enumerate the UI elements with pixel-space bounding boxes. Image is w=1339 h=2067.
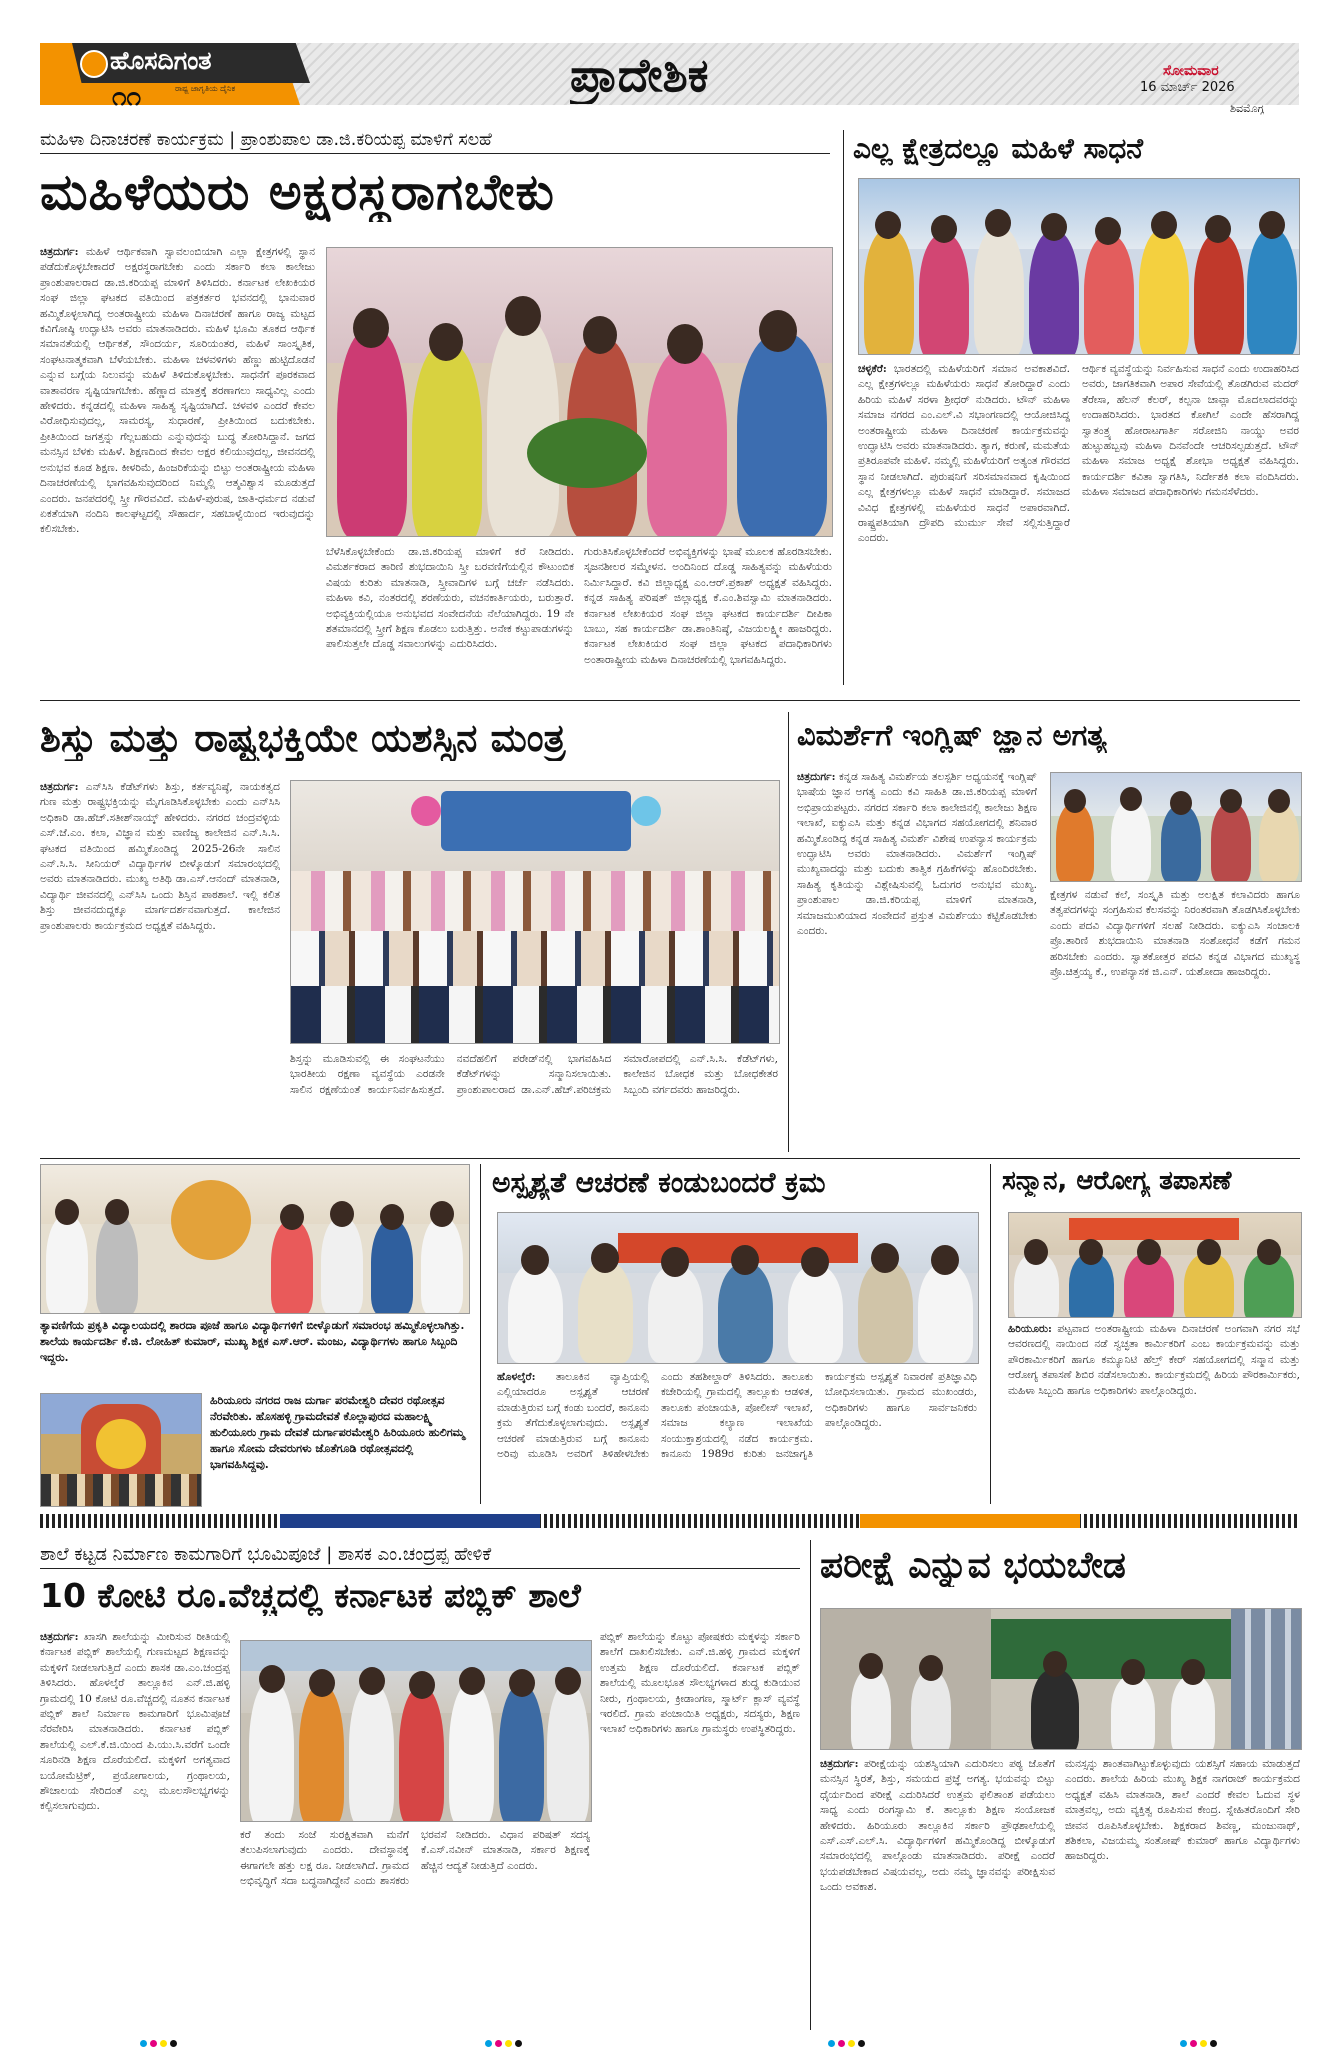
- a1-kicker: ಮಹಿಳಾ ದಿನಾಚರಣೆ ಕಾರ್ಯಕ್ರಮ | ಪ್ರಾಂಶುಪಾಲ ಡಾ.ಜಿ.ಕರಿಯಪ್ಪ ಮಾಳಿಗೆ ಸಲಹೆ: [40, 130, 492, 150]
- col-divider-mid: [788, 712, 789, 1152]
- a7-body: [497, 1370, 977, 1505]
- a8-photo: [1008, 1212, 1302, 1318]
- a1-kicker-rule: [40, 153, 830, 154]
- a4-photo: [1050, 772, 1302, 882]
- a9-dateline: ಚಿತ್ರದುರ್ಗ:: [40, 1631, 79, 1643]
- a10-headline: ಪರೀಕ್ಷೆ ಎನ್ನುವ ಭಯಬೇಡ: [820, 1545, 1126, 1586]
- a9-col1: [40, 1630, 230, 2030]
- a9-col1-text: ಖಾಸಗಿ ಶಾಲೆಯನ್ನು ಮೀರಿಸುವ ರೀತಿಯಲ್ಲಿ ಕರ್ನಾಟಕ ಪಬ್ಲಿಕ್ ಶಾಲೆಯಲ್ಲಿ ಗುಣಮಟ್ಟದ ಶಿಕ್ಷಣವನ್ನು ಮಕ್ಕಳಿಗೆ ನೀಡಲಾಗುತ್ತಿದೆ ಎಂದು ಶಾಸಕ ಡಾ.ಎಂ.ಚಂದ್ರಪ್ಪ ತಿಳಿಸಿದರು. ಹೊಳಲ್ಕೆರೆ ತಾಲ್ಲೂಕಿನ ಎನ್.ಜಿ.ಹಳ್ಳಿ ಗ್ರಾಮದಲ್ಲಿ 10 ಕೋಟಿ ರೂ.ವೆಚ್ಚದಲ್ಲಿ ನೂತನ ಕರ್ನಾಟಕ ಪಬ್ಲಿಕ್ ಶಾಲೆ ನಿರ್ಮಾಣ ಕಾಮಗಾರಿಗೆ ಭೂಮಿಪೂಜೆ ನೆರವೇರಿಸಿ ಮಾತನಾಡಿದರು. ಕರ್ನಾಟಕ ಪಬ್ಲಿಕ್ ಶಾಲೆಯಲ್ಲಿ ಎಲ್.ಕೆ.ಜಿ.ಯಿಂದ ಪಿ.ಯು.ಸಿ.ವರೆಗೆ ಒಂದೇ ಸೂರಿನಡಿ ಶಿಕ್ಷಣ ದೊರೆಯಲಿದೆ. ಮಕ್ಕಳಿಗೆ ಅಗತ್ಯವಾದ ಬಯೋಮೆಟ್ರಿಕ್, ಪ್ರಯೋಗಾಲಯ, ಗ್ರಂಥಾಲಯ, ಶೌಚಾಲಯ ಸೇರಿದಂತೆ ಎಲ್ಲ ಮೂಲಸೌಲಭ್ಯಗಳನ್ನು ಕಲ್ಪಿಸಲಾಗುವುದು.: [40, 1631, 230, 1813]
- a1-dateline: ಚಿತ್ರದುರ್ಗ:: [40, 246, 79, 258]
- a1-col2: [326, 545, 574, 685]
- a8-dateline: ಹಿರಿಯೂರು:: [1008, 1323, 1052, 1335]
- a2-dateline: ಚಳ್ಳಕೆರೆ:: [858, 363, 887, 375]
- logo-text: ಹೊಸದಿಗಂತ: [110, 46, 212, 75]
- a9-under-photo: [240, 1828, 590, 2030]
- logo-emblem-icon: [80, 50, 108, 78]
- a9-kicker-rule: [40, 1568, 800, 1569]
- a1-col3: [584, 545, 832, 685]
- a2-col1: [858, 362, 1070, 685]
- a2-headline: ಎಲ್ಲ ಕ್ಷೇತ್ರದಲ್ಲೂ ಮಹಿಳೆ ಸಾಧನೆ: [853, 132, 1143, 165]
- a3-dateline: ಚಿತ್ರದುರ್ಗ:: [40, 781, 79, 793]
- a9-headline: 10 ಕೋಟಿ ರೂ.ವೆಚ್ಚದಲ್ಲಿ ಕರ್ನಾಟಕ ಪಬ್ಲಿಕ್ ಶಾಲೆ: [40, 1576, 581, 1615]
- a3-under-photo: [290, 1052, 778, 1150]
- a7-dateline: ಹೊಳಲ್ಕೆರೆ:: [497, 1371, 536, 1383]
- a1-photo: [326, 247, 833, 537]
- col-divider-top: [843, 130, 844, 685]
- a3-col1: [40, 780, 280, 1150]
- a10-col1-text: ಪರೀಕ್ಷೆಯನ್ನು ಯಶಸ್ವಿಯಾಗಿ ಎದುರಿಸಲು ಪಠ್ಯ ಜೊತೆಗೆ ಮನಸ್ಸಿನ ಸ್ಥಿರತೆ, ಶಿಸ್ತು, ಸಮಯದ ಪ್ರಜ್ಞೆ ಅಗತ್ಯ. ಭಯವನ್ನು ಬಿಟ್ಟು ಧೈರ್ಯದಿಂದ ಪರೀಕ್ಷೆ ಎದುರಿಸಿದರೆ ಉತ್ತಮ ಫಲಿತಾಂಶ ಪಡೆಯಲು ಸಾಧ್ಯ ಎಂದು ರಂಗಸ್ವಾಮಿ ಕೆ. ತಾಲ್ಲೂಕು ಶಿಕ್ಷಣ ಸಂಯೋಜಕ ಹೇಳಿದರು. ಹಿರಿಯೂರು ತಾಲ್ಲೂಕಿನ ಸರ್ಕಾರಿ ಪ್ರೌಢಶಾಲೆಯಲ್ಲಿ ಎಸ್.ಎಸ್.ಎಲ್.ಸಿ. ವಿದ್ಯಾರ್ಥಿಗಳಿಗೆ ಹಮ್ಮಿಕೊಂಡಿದ್ದ ಬೀಳ್ಕೊಡುಗೆ ಸಮಾರಂಭದಲ್ಲಿ ಪಾಲ್ಗೊಂಡು ಮಾತನಾಡಿದರು. ಪರೀಕ್ಷೆ ಎಂದರೆ ಭಯಪಡಬೇಕಾದ ವಿಷಯವಲ್ಲ, ಅದು ನಮ್ಮ ಜ್ಞಾನವನ್ನು ಪರೀಕ್ಷಿಸುವ ಒಂದು ಅವಕಾಶ.: [820, 1758, 1055, 1894]
- a2-photo: [858, 178, 1300, 355]
- page-number: ೧೧: [112, 82, 142, 112]
- section-separator: [40, 1514, 1300, 1528]
- a8-headline: ಸನ್ಮಾನ, ಆರೋಗ್ಯ ತಪಾಸಣೆ: [1002, 1166, 1232, 1196]
- a6-caption: ಹಿರಿಯೂರು ನಗರದ ರಾಜ ದುರ್ಗಾ ಪರಮೇಶ್ವರಿ ದೇವರ ರಥೋತ್ಸವ ನೆರವೇರಿತು. ಹೊಸಹಳ್ಳಿ ಗ್ರಾಮದೇವತೆ ಕೊಲ್ಲಾಪುರದ ಮಹಾಲಕ್ಷ್ಮಿ ಹುಲಿಯೂರು ಗ್ರಾಮ ದೇವತೆ ದುರ್ಗಾಪರಮೇಶ್ವರಿ ಹಿರಿಯೂರು ಹುಲಿಗಮ್ಮ ಹಾಗೂ ಸೋಮ ದೇವರುಗಳು ಜೊತೆಗೂಡಿ ರಥೋತ್ಸವದಲ್ಲಿ ಭಾಗವಹಿಸಿದ್ದವು.: [210, 1394, 465, 1471]
- col-divider-low-2: [990, 1164, 991, 1504]
- a2-col2: [1082, 362, 1299, 685]
- issue-date: 16 ಮಾರ್ಚ್ 2026: [1140, 80, 1235, 95]
- separator-blue: [280, 1514, 540, 1528]
- a7-photo: [497, 1212, 979, 1364]
- a3-photo: [290, 780, 780, 1044]
- a3-under-photo-text: ಶಿಸ್ತನ್ನು ಮೂಡಿಸುವಲ್ಲಿ ಈ ಸಂಘಟನೆಯು ಭಾರತೀಯ ರಕ್ಷಣಾ ವ್ಯವಸ್ಥೆಯ ಎರಡನೇ ಸಾಲಿನ ರಕ್ಷಣೆಯಂತೆ ಕಾರ್ಯನಿರ್ವಹಿಸುತ್ತದೆ. ನವದೆಹಲಿಗೆ ಪರೇಡ್‌ನಲ್ಲಿ ಭಾಗವಹಿಸಿದ ಕೆಡೆಟ್‌ಗಳನ್ನು ಸನ್ಮಾನಿಸಲಾಯಿತು. ಪ್ರಾಂಶುಪಾಲರಾದ ಡಾ.ಎನ್.ಹೆಚ್.ಪರಿಚಕ್ರಮ ಸಮಾರೋಪದಲ್ಲಿ ಎನ್.ಸಿ.ಸಿ. ಕೆಡೆಟ್‌ಗಳು, ಕಾಲೇಜಿನ ಬೋಧಕ ಮತ್ತು ಬೋಧಕೇತರ ಸಿಬ್ಬಂದಿ ವರ್ಗದವರು ಹಾಜರಿದ್ದರು.: [290, 1053, 778, 1096]
- a10-col2: [1065, 1757, 1300, 2030]
- section-title: ಪ್ರಾದೇಶಿಕ: [570, 48, 709, 102]
- a10-col2-text: ಮನಸ್ಸನ್ನು ಶಾಂತವಾಗಿಟ್ಟುಕೊಳ್ಳುವುದು ಯಶಸ್ಸಿಗೆ ಸಹಾಯ ಮಾಡುತ್ತದೆ ಎಂದರು. ಶಾಲೆಯ ಹಿರಿಯ ಮುಖ್ಯ ಶಿಕ್ಷಕ ನಾಗರಾಜ್ ಕಾರ್ಯಕ್ರಮದ ಅಧ್ಯಕ್ಷತೆ ವಹಿಸಿ ಮಾತನಾಡಿ, ಶಾಲೆ ಎಂದರೆ ಕೇವಲ ಓದುವ ಸ್ಥಳ ಮಾತ್ರವಲ್ಲ, ಅದು ವ್ಯಕ್ತಿತ್ವ ರೂಪಿಸುವ ಕೇಂದ್ರ. ಸ್ನೇಹಿತರೊಂದಿಗೆ ಸೇರಿ ಜೀವನ ರೂಪಿಸಿಕೊಳ್ಳಬೇಕು. ಶಿಕ್ಷಕರಾದ ಶಿವಣ್ಣ, ಮಂಜುನಾಥ್, ಶಶಿಕಲಾ, ವಿಜಯಮ್ಮ ಸಂತೋಷ್ ಕುಮಾರ್ ಹಾಗೂ ವಿದ್ಯಾರ್ಥಿಗಳು ಹಾಜರಿದ್ದರು.: [1065, 1758, 1300, 1863]
- a6-photo: [40, 1393, 202, 1507]
- a5-photo: [40, 1164, 470, 1314]
- a9-under-photo-text: ಕರೆ ತಂದು ಸಂಜೆ ಸುರಕ್ಷಿತವಾಗಿ ಮನೆಗೆ ತಲುಪಿಸಲಾಗುವುದು ಎಂದರು. ದೇವಸ್ಥಾನಕ್ಕೆ ಈಗಾಗಲೇ ಹತ್ತು ಲಕ್ಷ ರೂ. ನೀಡಲಾಗಿದೆ. ಗ್ರಾಮದ ಅಭಿವೃದ್ಧಿಗೆ ಸದಾ ಬದ್ಧನಾಗಿದ್ದೇನೆ ಎಂದು ಶಾಸಕರು ಭರವಸೆ ನೀಡಿದರು. ವಿಧಾನ ಪರಿಷತ್ ಸದಸ್ಯ ಕೆ.ಎಸ್.ನವೀನ್ ಮಾತನಾಡಿ, ಸರ್ಕಾರ ಶಿಕ್ಷಣಕ್ಕೆ ಹೆಚ್ಚಿನ ಆದ್ಯತೆ ನೀಡುತ್ತಿದೆ ಎಂದರು.: [240, 1829, 590, 1888]
- a4-col2: [1050, 888, 1300, 1150]
- a10-col1: [820, 1757, 1055, 2030]
- a8-text: ಪಟ್ಟವಾದ ಅಂತರಾಷ್ಟ್ರೀಯ ಮಹಿಳಾ ದಿನಾಚರಣೆ ಅಂಗವಾಗಿ ನಗರ ಸಭೆ ಆವರಣದಲ್ಲಿ ನಾಯಿಂದ ನಡೆ ಸ್ವಚ್ಛತಾ ಕಾರ್ಮಿಕರಿಗೆ ಎಂಬ ಕಾರ್ಯಕ್ರಮವನ್ನು ಮತ್ತು ಪೌರಕಾರ್ಮಿಕರಿಗೆ ಹಾಗೂ ಕಮ್ಯೂನಿಟಿ ಹೆಲ್ತ್ ಕೇರ್ ಸಹಯೋಗದಲ್ಲಿ ಸನ್ಮಾನ ಮತ್ತು ಆರೋಗ್ಯ ತಪಾಸಣೆ ಶಿಬಿರ ನಡೆಸಲಾಯಿತು. ಕಾರ್ಯಕ್ರಮದಲ್ಲಿ ಹಿರಿಯ ಪೌರಕಾರ್ಮಿಕರು, ಮಹಿಳಾ ಸಿಬ್ಬಂದಿ ಹಾಗೂ ಅಧಿಕಾರಿಗಳು ಪಾಲ್ಗೊಂಡಿದ್ದರು.: [1008, 1323, 1300, 1397]
- a4-text: ಕನ್ನಡ ಸಾಹಿತ್ಯ ವಿಮರ್ಶೆಯ ತಲಸ್ಪರ್ಶಿ ಅಧ್ಯಯನಕ್ಕೆ ಇಂಗ್ಲಿಷ್ ಭಾಷೆಯ ಜ್ಞಾನ ಅಗತ್ಯ ಎಂದು ಕವಿ ಸಾಹಿತಿ ಡಾ.ಜಿ.ಕರಿಯಪ್ಪ ಮಾಳಿಗೆ ಅಭಿಪ್ರಾಯಪಟ್ಟರು. ನಗರದ ಸರ್ಕಾರಿ ಕಲಾ ಕಾಲೇಜಿನಲ್ಲಿ ಕಾಲೇಜು ಶಿಕ್ಷಣ ಇಲಾಖೆ, ಐಕ್ಯುಎಸಿ ಮತ್ತು ಕನ್ನಡ ವಿಭಾಗದ ಸಹಯೋಗದಲ್ಲಿ ಶನಿವಾರ ಹಮ್ಮಿಕೊಂಡಿದ್ದ ಕನ್ನಡ ಸಾಹಿತ್ಯ ವಿಮರ್ಶೆ ವಿಶೇಷ ಉಪನ್ಯಾಸ ಕಾರ್ಯಕ್ರಮ ಉದ್ಘಾಟಿಸಿ ಅವರು ಮಾತನಾಡಿದರು. ವಿಮರ್ಶೆಗೆ ಇಂಗ್ಲಿಷ್ ಮುಖ್ಯವಾದದ್ದು ಮತ್ತು ಬದುಕು ತಾತ್ವಿಕ ಗ್ರಹಿಕೆಗಳನ್ನು ಹೊಂದಿರಬೇಕು. ಸಾಹಿತ್ಯ ಕೃತಿಯನ್ನು ವಿಶ್ಲೇಷಿಸುವಲ್ಲಿ ಓದುಗರ ಅನುಭವ ಮುಖ್ಯ. ಪ್ರಾಂಶುಪಾಲ ಡಾ.ಜಿ.ಕರಿಯಪ್ಪ ಮಾಳಿಗೆ ಮಾತನಾಡಿ, ಸಮಾಜಮುಖಿಯಾದ ಸಂವೇದನೆ ಪ್ರಸ್ತುತ ವಿಮರ್ಶೆಯು ಕಟ್ಟಿಕೊಡಬೇಕು ಎಂದರು.: [797, 771, 1037, 938]
- a9-photo: [240, 1640, 592, 1822]
- a1-col1: [40, 245, 315, 685]
- a2-col1-text: ಭಾರತದಲ್ಲಿ ಮಹಿಳೆಯರಿಗೆ ಸಮಾನ ಅವಕಾಶವಿದೆ. ಎಲ್ಲ ಕ್ಷೇತ್ರಗಳಲ್ಲೂ ಮಹಿಳೆಯರು ಸಾಧನೆ ತೋರಿದ್ದಾರೆ ಎಂದು ಹಿರಿಯ ಮಹಿಳೆ ಸರಳಾ ಶ್ರೀಧರ್ ನುಡಿದರು. ಟೌನ್ ಮಹಿಳಾ ಸಮಾಜ ನಗರದ ಎಂ.ಎಲ್.ವಿ ಸಭಾಂಗಣದಲ್ಲಿ ಆಯೋಜಿಸಿದ್ದ ಅಂತರಾಷ್ಟ್ರೀಯ ಮಹಿಳಾ ದಿನಾಚರಣೆ ಕಾರ್ಯಕ್ರಮವನ್ನು ಉದ್ಘಾಟಿಸಿ ಅವರು ಮಾತನಾಡಿದರು. ತ್ಯಾಗ, ಕರುಣೆ, ಮಮತೆಯ ಪ್ರತಿರೂಪವೇ ಮಹಿಳೆ. ನಮ್ಮಲ್ಲಿ ಮಹಿಳೆಯರಿಗೆ ಅತ್ಯಂತ ಗೌರವದ ಸ್ಥಾನ ನೀಡಲಾಗಿದೆ. ಪುರುಷನಿಗೆ ಸರಿಸಮಾನವಾದ ಕೃಷಿಯಿಂದ ಎಲ್ಲ ಕ್ಷೇತ್ರಗಳಲ್ಲೂ ಮಹಿಳೆ ಸಾಧನೆ ಮಾಡಿದ್ದಾರೆ. ಸಮಾಜದ ವಿವಿಧ ಕ್ಷೇತ್ರಗಳಲ್ಲಿ ಮಹಿಳೆಯರ ಸಾಧನೆ ಅಪಾರವಾಗಿದೆ. ರಾಷ್ಟ್ರಪತಿಯಾಗಿ ದ್ರೌಪದಿ ಮುರ್ಮು ಸೇವೆ ಸಲ್ಲಿಸುತ್ತಿದ್ದಾರೆ ಎಂದರು.: [858, 363, 1070, 545]
- row-divider-1: [40, 700, 1300, 701]
- a7-text: ತಾಲೂಕಿನ ವ್ಯಾಪ್ತಿಯಲ್ಲಿ ಎಲ್ಲಿಯಾದರೂ ಅಸ್ಪೃಶ್ಯತೆ ಆಚರಣೆ ಮಾಡುತ್ತಿರುವ ಬಗ್ಗೆ ಕಂಡು ಬಂದರೆ, ಕಾನೂನು ಕ್ರಮ ತೆಗೆದುಕೊಳ್ಳಲಾಗುವುದು. ಅಸ್ಪೃಶ್ಯತೆ ಆಚರಣೆ ಮಾಡುತ್ತಿರುವ ಬಗ್ಗೆ ಕಾನೂನು ಅರಿವು ಮೂಡಿಸಿ ಅವರಿಗೆ ತಿಳಿಹೇಳಬೇಕು ಎಂದು ತಹಶೀಲ್ದಾರ್ ತಿಳಿಸಿದರು. ತಾಲೂಕು ಕಚೇರಿಯಲ್ಲಿ ಗ್ರಾಮದಲ್ಲಿ ತಾಲ್ಲೂಕು ಆಡಳಿತ, ತಾಲೂಕು ಪಂಚಾಯತಿ, ಪೋಲೀಸ್ ಇಲಾಖೆ, ಸಮಾಜ ಕಲ್ಯಾಣ ಇಲಾಖೆಯ ಸಂಯುಕ್ತಾಶ್ರಯದಲ್ಲಿ ನಡೆದ ಕಾರ್ಯಕ್ರಮ. ಕಾನೂನು 1989ರ ಕುರಿತು ಜನಜಾಗೃತಿ ಕಾರ್ಯಕ್ರಮ ಅಸ್ಪೃಶ್ಯತೆ ನಿವಾರಣೆ ಪ್ರತಿಜ್ಞಾವಿಧಿ ಬೋಧಿಸಲಾಯಿತು. ಗ್ರಾಮದ ಮುಖಂಡರು, ಅಧಿಕಾರಿಗಳು ಹಾಗೂ ಸಾರ್ವಜನಿಕರು ಪಾಲ್ಗೊಂಡಿದ್ದರು.: [497, 1371, 977, 1461]
- a4-side-text: ಕ್ಷೇತ್ರಗಳ ನಡುವೆ ಕಲೆ, ಸಂಸ್ಕೃತಿ ಮತ್ತು ಅಲಕ್ಷಿತ ಕಲಾವಿದರು ಹಾಗೂ ತತ್ವಪದಗಳನ್ನು ಸಂಗ್ರಹಿಸುವ ಕೆಲಸವನ್ನು ನಿರಂತರವಾಗಿ ತೊಡಗಿಸಿಕೊಳ್ಳಬೇಕು ಎಂದು ಪದವಿ ವಿದ್ಯಾರ್ಥಿಗಳಿಗೆ ಸಲಹೆ ನೀಡಿದರು. ಐಕ್ಯುಎಸಿ ಸಂಚಾಲಕಿ ಪ್ರೊ.ತಾರಿಣಿ ಶುಭದಾಯಿನಿ ಮಾತನಾಡಿ ಸಂಶೋಧನೆ ಕಡೆಗೆ ಗಮನ ಹರಿಸಬೇಕು ಎಂದರು. ಸ್ವಾತಕೋತ್ತರ ಪದವಿ ಕನ್ನಡ ವಿಭಾಗದ ಮುಖ್ಯಸ್ಥ ಪ್ರೊ.ಚಿತ್ತಯ್ಯ ಕೆ., ಉಪನ್ಯಾಸಕ ಜಿ.ಎನ್. ಯಶೋದಾ ಹಾಜರಿದ್ದರು.: [1050, 889, 1300, 979]
- a5-caption: ತ್ಯಾವಣಿಗೆಯ ಪ್ರಕೃತಿ ವಿದ್ಯಾಲಯದಲ್ಲಿ ಶಾರದಾ ಪೂಜೆ ಹಾಗೂ ವಿದ್ಯಾರ್ಥಿಗಳಿಗೆ ಬೀಳ್ಕೊಡುಗೆ ಸಮಾರಂಭ ಹಮ್ಮಿಕೊಳ್ಳಲಾಗಿತ್ತು. ಶಾಲೆಯ ಕಾರ್ಯದರ್ಶಿ ಕೆ.ಜಿ. ಲೋಹಿತ್ ಕುಮಾರ್, ಮುಖ್ಯ ಶಿಕ್ಷಕ ಎಸ್.ಆರ್. ಮಂಜು, ವಿದ್ಯಾರ್ಥಿಗಳು ಹಾಗೂ ಸಿಬ್ಬಂದಿ ಇದ್ದರು.: [40, 1319, 465, 1364]
- separator-orange: [860, 1514, 1080, 1528]
- issue-city: ಶಿವಮೊಗ್ಗ: [1230, 102, 1265, 115]
- a10-dateline: ಚಿತ್ರದುರ್ಗ:: [820, 1758, 859, 1770]
- a1-col1-text: ಮಹಿಳೆ ಆರ್ಥಿಕವಾಗಿ ಸ್ವಾವಲಂಬಿಯಾಗಿ ಎಲ್ಲಾ ಕ್ಷೇತ್ರಗಳಲ್ಲಿ ಸ್ಥಾನ ಪಡೆದುಕೊಳ್ಳಬೇಕಾದರೆ ಅಕ್ಷರಸ್ಥರಾಗಬೇಕು ಎಂದು ಸರ್ಕಾರಿ ಕಲಾ ಕಾಲೇಜು ಪ್ರಾಂಶುಪಾಲರಾದ ಡಾ.ಜಿ.ಕರಿಯಪ್ಪ ಮಾಳಿಗೆ ತಿಳಿಸಿದರು. ಕರ್ನಾಟಕ ಲೇಖಕಿಯರ ಸಂಘ ಜಿಲ್ಲಾ ಘಟಕದ ವತಿಯಿಂದ ಪತ್ರಕರ್ತರ ಭವನದಲ್ಲಿ ಭಾನುವಾರ ಹಮ್ಮಿಕೊಳ್ಳಲಾಗಿದ್ದ ಅಂತರಾಷ್ಟ್ರೀಯ ಮಹಿಳಾ ದಿನಾಚರಣೆ ಹಾಗೂ ರಾಜ್ಯ ಮಟ್ಟದ ಕವಿಗೋಷ್ಠಿ ಉದ್ಘಾಟಿಸಿ ಅವರು ಮಾತನಾಡಿದರು. ಮಹಿಳೆ ಭೂಮಿ ತೂಕದ ಆರ್ಥಿಕ ಸಮಾನತೆಯಲ್ಲಿ ಆರ್ಥಿಕತೆ, ಸೌಂದರ್ಯ, ಸೂರಿಯಂತರ, ಮಹಿಳೆ ಸಾಂಸ್ಕೃತಿಕ, ಸಂಘಟನಾತ್ಮಕವಾಗಿ ಬೆಳೆಯಬೇಕು. ಮಹಿಳಾ ಚಳವಳಿಗಳು ಹೆಣ್ಣು ಹುಟ್ಟಿದೊಡನೆ ಎನ್ನುವ ಬಗ್ಗೆಯ ನಿಲುವನ್ನು ಮಹಿಳೆ ತಿಳಿದುಕೊಳ್ಳಬೇಕು. ಸಾಧನೆಗೆ ಪೂರಕವಾದ ವಾತಾವರಣ ಸೃಷ್ಟಿಯಾಗಬೇಕು. ಹೆಣ್ಣಾದ ಮಾತ್ರಕ್ಕೆ ಶರಣಾಗಲು ಸಾಧ್ಯವಿಲ್ಲ ಎಂದು ಹೇಳಿದರು. ಕನ್ನಡದಲ್ಲಿ ಮಹಿಳಾ ಸಾಹಿತ್ಯ ಸೃಷ್ಟಿಯಾಗಿದೆ. ಚಳವಳಿ ಎಂದರೆ ಕೇವಲ ವಿರೋಧಿಸುವುದಲ್ಲ, ಸಾಮರಸ್ಯ, ಸುಧಾರಣೆ, ಪ್ರೀತಿಯಿಂದ ಬದುಕಬೇಕು. ಪ್ರೀತಿಯಿಂದ ಜಗತ್ತನ್ನು ಗೆಲ್ಲಬಹುದು ಎನ್ನುವುದನ್ನು ಬುದ್ಧ ತೋರಿಸಿದ್ದಾನೆ. ಜಗದ ಮನಸ್ಸಿನ ಬೆಳಕು ಮಹಿಳೆ. ಶಿಕ್ಷಣದಿಂದ ಕೇವಲ ಅಕ್ಷರ ಕಲಿಯುವುದಲ್ಲ, ಜೀವನದಲ್ಲಿ ಅನುಭವ ಕೂಡ ಶಿಕ್ಷಣ. ಕೀಳರಿಮೆ, ಹಿಂಜರಿಕೆಯನ್ನು ಬಿಟ್ಟು ಅಂತರಾಷ್ಟ್ರೀಯ ಮಹಿಳಾ ದಿನಾಚರಣೆಯಲ್ಲಿ ಭಾಗವಹಿಸುವುದರಿಂದ ನಿಮ್ಮಲ್ಲಿ ಆತ್ಮವಿಶ್ವಾಸ ಮೂಡುತ್ತದೆ ಎಂದರು. ಜನಪದರಲ್ಲಿ ಸ್ತ್ರೀ ಗೌರವವಿದೆ. ಮಹಿಳೆ-ಪುರುಷ, ಜಾತಿ-ಧರ್ಮದ ನಡುವೆ ಏಕತೆಯಾಗಿ ನಂದಿನಿ ಕಾಲಘಟ್ಟದಲ್ಲಿ ಸೌಹಾರ್ದ, ಸಹಬಾಳ್ವೆಯಿಂದ ಇರುವುದನ್ನು ಕಲಿಸಬೇಕು.: [40, 246, 315, 536]
- col-divider-low-1: [480, 1164, 481, 1504]
- a4-dateline: ಚಿತ್ರದುರ್ಗ:: [797, 771, 836, 783]
- a2-col2-text: ಆರ್ಥಿಕ ವ್ಯವಸ್ಥೆಯನ್ನು ನಿರ್ವಹಿಸುವ ಸಾಧನೆ ಎಂದು ಉದಾಹರಿಸಿದ ಅವರು, ಜಾಗತಿಕವಾಗಿ ಅಪಾರ ಸೇವೆಯಲ್ಲಿ ತೊಡಗಿರುವ ಮದರ್ ತೆರೇಸಾ, ಹೆಲನ್ ಕೆಲರ್, ಕಲ್ಪನಾ ಚಾವ್ಲಾ ಮೊದಲಾದವರನ್ನು ಉದಾಹರಿಸಿದರು. ಭಾರತದ ಕೋಗಿಲೆ ಎಂದೇ ಹೆಸರಾಗಿದ್ದ ಸ್ವಾತಂತ್ರ್ಯ ಹೋರಾಟಗಾರ್ತಿ ಸರೋಜಿನಿ ನಾಯ್ಡು ಅವರ ಹುಟ್ಟುಹಬ್ಬವು ಮಹಿಳಾ ದಿನವೆಂದೇ ಆಚರಿಸಲ್ಪಡುತ್ತದೆ. ಟೌನ್ ಮಹಿಳಾ ಸಮಾಜ ಅಧ್ಯಕ್ಷೆ ಶೋಭಾ ಅಧ್ಯಕ್ಷತೆ ವಹಿಸಿದ್ದರು. ಕಾರ್ಯದರ್ಶಿ ಕವಿತಾ ಸ್ವಾಗತಿಸಿ, ನಿರ್ದೇಶಕಿ ಕಲಾ ವಂದಿಸಿದರು. ಮಹಿಳಾ ಸಮಾಜದ ಪದಾಧಿಕಾರಿಗಳು ಗಮನಸೆಳೆದರು.: [1082, 363, 1299, 499]
- row-divider-2: [40, 1158, 1300, 1159]
- a8-body: [1008, 1322, 1300, 1505]
- masthead: [0, 0, 1339, 120]
- issue-day: ಸೋಮವಾರ: [1163, 63, 1219, 79]
- a3-headline: ಶಿಸ್ತು ಮತ್ತು ರಾಷ್ಟ್ರಭಕ್ತಿಯೇ ಯಶಸ್ಸಿನ ಮಂತ್ರ: [40, 716, 566, 760]
- a1-headline: ಮಹಿಳೆಯರು ಅಕ್ಷರಸ್ಥರಾಗಬೇಕು: [40, 163, 555, 221]
- a4-col1: [797, 770, 1037, 1150]
- a9-col2-text: ಪಬ್ಲಿಕ್ ಶಾಲೆಯನ್ನು ಕೊಟ್ಟು ಪೋಷಕರು ಮಕ್ಕಳನ್ನು ಸರ್ಕಾರಿ ಶಾಲೆಗೆ ದಾಖಲಿಸಬೇಕು. ಎನ್.ಜಿ.ಹಳ್ಳಿ ಗ್ರಾಮದ ಮಕ್ಕಳಿಗೆ ಉತ್ತಮ ಶಿಕ್ಷಣ ದೊರೆಯಲಿದೆ. ಕರ್ನಾಟಕ ಪಬ್ಲಿಕ್ ಶಾಲೆಯಲ್ಲಿ ಮೂಲಭೂತ ಸೌಲಭ್ಯಗಳಾದ ಶುದ್ಧ ಕುಡಿಯುವ ನೀರು, ಗ್ರಂಥಾಲಯ, ಕ್ರೀಡಾಂಗಣ, ಸ್ಮಾರ್ಟ್ ಕ್ಲಾಸ್ ವ್ಯವಸ್ಥೆ ಇರಲಿದೆ. ಗ್ರಾಮ ಪಂಚಾಯಿತಿ ಅಧ್ಯಕ್ಷರು, ಸದಸ್ಯರು, ಶಿಕ್ಷಣ ಇಲಾಖೆ ಅಧಿಕಾರಿಗಳು ಹಾಗೂ ಗ್ರಾಮಸ್ಥರು ಉಪಸ್ಥಿತರಿದ್ದರು.: [600, 1631, 800, 1736]
- a10-photo: [820, 1608, 1302, 1750]
- print-registration-marks: [0, 2040, 1339, 2060]
- a7-headline: ಅಸ್ಪೃಶ್ಯತೆ ಆಚರಣೆ ಕಂಡುಬಂದರೆ ಕ್ರಮ: [492, 1166, 826, 1199]
- a9-kicker: ಶಾಲೆ ಕಟ್ಟಡ ನಿರ್ಮಾಣ ಕಾಮಗಾರಿಗೆ ಭೂಮಿಪೂಜೆ | ಶಾಸಕ ಎಂ.ಚಂದ್ರಪ್ಪ ಹೇಳಿಕೆ: [40, 1544, 492, 1565]
- col-divider-bottom: [810, 1540, 811, 2030]
- a1-col3-text: ಗುರುತಿಸಿಕೊಳ್ಳಬೇಕೆಂದರೆ ಅಭಿವ್ಯಕ್ತಿಗಳನ್ನು ಭಾಷೆ ಮೂಲಕ ಹೊರಡಿಸಬೇಕು. ಸೃಜನಶೀಲರ ಸಮ್ಮೇಳನ. ಅಂದಿನಿಂದ ದೊಡ್ಡ ಸಾಹಿತ್ಯವನ್ನು ಮಹಿಳೆಯರು ನಿರ್ಮಿಸಿದ್ದಾರೆ. ಕವಿ ಜಿಲ್ಲಾಧ್ಯಕ್ಷ ಎಂ.ಆರ್.ಪ್ರಕಾಶ್ ಅಧ್ಯಕ್ಷತೆ ವಹಿಸಿದ್ದರು. ಕನ್ನಡ ಸಾಹಿತ್ಯ ಪರಿಷತ್ ಜಿಲ್ಲಾಧ್ಯಕ್ಷ ಕೆ.ಎಂ.ಶಿವಸ್ವಾಮಿ ಮಾತನಾಡಿದರು. ಕರ್ನಾಟಕ ಲೇಖಕಿಯರ ಸಂಘ ಜಿಲ್ಲಾ ಘಟಕದ ಕಾರ್ಯದರ್ಶಿ ದೀಪಿಕಾ ಬಾಬು, ಸಹ ಕಾರ್ಯದರ್ಶಿ ಡಾ.ಶಾಂತಿನಿಷ್ಠೆ, ವಿಜಯಲಕ್ಷ್ಮೀ ಹಾಜರಿದ್ದರು. ಕರ್ನಾಟಕ ಲೇಖಕಿಯರ ಸಂಘ ಜಿಲ್ಲಾ ಘಟಕದ ಪದಾಧಿಕಾರಿಗಳು ಅಂತಾರಾಷ್ಟ್ರೀಯ ಮಹಿಳಾ ದಿನಾಚರಣೆಯಲ್ಲಿ ಭಾಗವಹಿಸಿದ್ದರು.: [584, 546, 832, 666]
- a9-col2: [600, 1630, 800, 2030]
- logo-tagline: ರಾಷ್ಟ್ರ ಜಾಗೃತಿಯ ದೈನಿಕ: [175, 84, 236, 93]
- a3-col1-text: ಎನ್‌ಸಿಸಿ ಕೆಡೆಟ್‌ಗಳು ಶಿಸ್ತು, ಕರ್ತವ್ಯನಿಷ್ಠೆ, ನಾಯಕತ್ವದ ಗುಣ ಮತ್ತು ರಾಷ್ಟ್ರಭಕ್ತಿಯನ್ನು ಮೈಗೂಡಿಸಿಕೊಳ್ಳಬೇಕು ಎಂದು ಎನ್‌ಸಿಸಿ ಅಧಿಕಾರಿ ಡಾ.ಹೆಚ್.ಸತೀಶ್‌ನಾಯ್ಕ್ ಹೇಳಿದರು. ನಗರದ ಚಂದ್ರವಳ್ಳಿಯ ಎಸ್.ಜೆ.ಎಂ. ಕಲಾ, ವಿಜ್ಞಾನ ಮತ್ತು ವಾಣಿಜ್ಯ ಕಾಲೇಜಿನ ಎನ್.ಸಿ.ಸಿ. ಘಟಕದ ವತಿಯಿಂದ ಹಮ್ಮಿಕೊಂಡಿದ್ದ 2025-26ನೇ ಸಾಲಿನ ಎನ್.ಸಿ.ಸಿ. ಸೀನಿಯರ್ ವಿದ್ಯಾರ್ಥಿಗಳ ಬೀಳ್ಕೊಡುಗೆ ಸಮಾರಂಭದಲ್ಲಿ ಅವರು ಮಾತನಾಡಿದರು. ಮುಖ್ಯ ಅತಿಥಿ ಡಾ.ಎಸ್.ಆನಂದ್ ಮಾತನಾಡಿ, ವಿದ್ಯಾರ್ಥಿ ಜೀವನದಲ್ಲಿ ಎನ್‌ಸಿಸಿ ಒಂದು ಶಿಸ್ತಿನ ಪಾಠಶಾಲೆ. ಇಲ್ಲಿ ಕಲಿತ ಶಿಸ್ತು ಜೀವನದುದ್ದಕ್ಕೂ ಮಾರ್ಗದರ್ಶನವಾಗುತ್ತದೆ. ಕಾಲೇಜಿನ ಪ್ರಾಂಶುಪಾಲರು ಕಾರ್ಯಕ್ರಮದ ಅಧ್ಯಕ್ಷತೆ ವಹಿಸಿದ್ದರು.: [40, 781, 280, 932]
- a1-col2-text: ಬೆಳೆಸಿಕೊಳ್ಳಬೇಕೆಂದು ಡಾ.ಜಿ.ಕರಿಯಪ್ಪ ಮಾಳಿಗೆ ಕರೆ ನೀಡಿದರು. ವಿಮರ್ಶಕರಾದ ತಾರಿಣಿ ಶುಭದಾಯಿನಿ ಸ್ತ್ರೀ ಬರವಣಿಗೆಯಲ್ಲಿನ ಕೌಟುಂಬಿಕ ವಿಷಯ ಕುರಿತು ಮಾತನಾಡಿ, ಸ್ತ್ರೀವಾದಿಗಳ ಬಗ್ಗೆ ಚರ್ಚೆ ನಡೆಸಿದರು. ಮಹಿಳಾ ಕವಿ, ನಂತರದಲ್ಲಿ ಶರಣೆಯರು, ವಚನಕಾರ್ತಿಯರು, ಬರುತ್ತಾರೆ. ಅಭಿವ್ಯಕ್ತಿಯಲ್ಲಿಯೂ ಅನುಭವದ ಸಂವೇದನೆಯ ನೆಲೆಯಾಗಿದ್ದರು. 19 ನೇ ಶತಮಾನದಲ್ಲಿ ಸ್ತ್ರೀಗೆ ಶಿಕ್ಷಣ ಕೊಡಲು ಬರುತ್ತಿತ್ತು. ಅನೇಕ ಕಟ್ಟುಪಾಡುಗಳನ್ನು ಪಾಲಿಸುತ್ತಲೇ ದೊಡ್ಡ ಸವಾಲುಗಳನ್ನು ಎದುರಿಸಿದರು.: [326, 546, 574, 651]
- a4-headline: ವಿಮರ್ಶೆಗೆ ಇಂಗ್ಲಿಷ್ ಜ್ಞಾನ ಅಗತ್ಯ: [797, 718, 1107, 752]
